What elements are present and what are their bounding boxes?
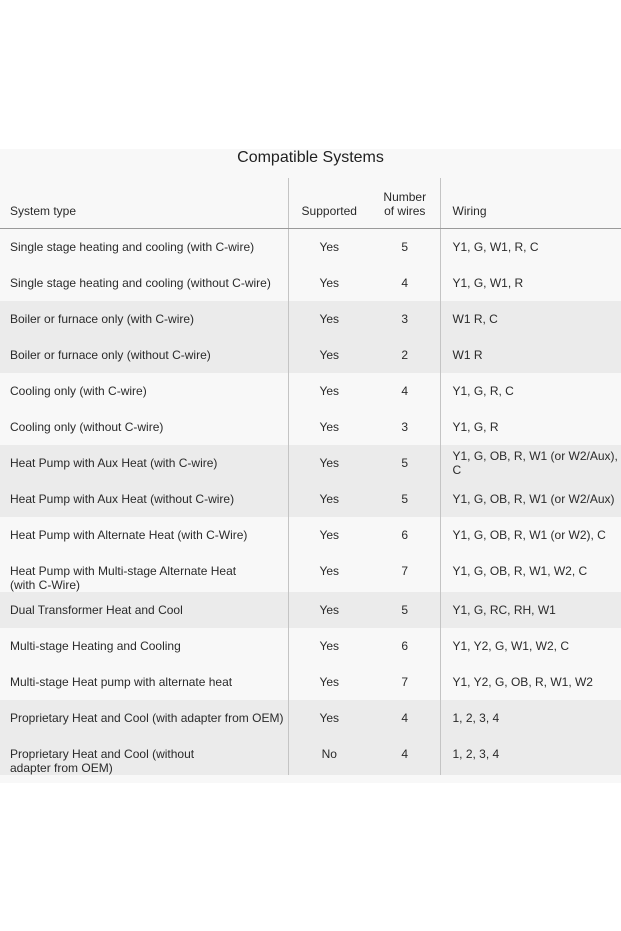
cell-wires: 4 — [370, 265, 440, 301]
table-row — [0, 664, 621, 700]
table-row — [0, 409, 621, 445]
table-row — [0, 592, 621, 628]
cell-supported: Yes — [288, 301, 370, 337]
cell-system-type: Single stage heating and cooling (without C-wire) — [0, 265, 288, 301]
cell-wires: 6 — [370, 628, 440, 664]
table-row — [0, 481, 621, 517]
cell-wiring: W1 R, C — [440, 301, 621, 337]
table-row — [0, 229, 621, 266]
cell-system-type: Heat Pump with Alternate Heat (with C-Wire) — [0, 517, 288, 553]
table-row — [0, 373, 621, 409]
table-title: Compatible Systems — [237, 149, 384, 166]
table-row — [0, 445, 621, 481]
table-row — [0, 517, 621, 553]
cell-wires: 5 — [370, 592, 440, 628]
cell-wiring: Y1, G, RC, RH, W1 — [440, 592, 621, 628]
cell-wires: 6 — [370, 517, 440, 553]
cell-supported: Yes — [288, 553, 370, 592]
table-row — [0, 736, 621, 775]
cell-system-type: Cooling only (without C-wire) — [0, 409, 288, 445]
cell-wires: 5 — [370, 229, 440, 266]
cell-wiring: Y1, G, W1, R, C — [440, 229, 621, 266]
cell-wiring: 1, 2, 3, 4 — [440, 700, 621, 736]
cell-wiring: Y1, G, W1, R — [440, 265, 621, 301]
cell-system-type — [0, 736, 288, 775]
header-system-type: System type — [0, 178, 288, 229]
cell-supported: Yes — [288, 517, 370, 553]
header-number-line1: Number — [383, 190, 427, 204]
cell-supported: No — [288, 736, 370, 775]
cell-system-type-line1: Heat Pump with Multi-stage Alternate Heat — [10, 564, 237, 578]
cell-supported: Yes — [288, 592, 370, 628]
cell-supported: Yes — [288, 481, 370, 517]
cell-supported: Yes — [288, 373, 370, 409]
cell-system-type: Cooling only (with C-wire) — [0, 373, 288, 409]
cell-system-type: Proprietary Heat and Cool (with adapter from OEM) — [0, 700, 288, 736]
cell-supported: Yes — [288, 337, 370, 373]
cell-system-type: Single stage heating and cooling (with C-wire) — [0, 229, 288, 266]
cell-system-type-line2: adapter from OEM) — [10, 761, 113, 775]
cell-supported: Yes — [288, 664, 370, 700]
cell-wires: 5 — [370, 445, 440, 481]
cell-wires: 7 — [370, 664, 440, 700]
cell-wires: 4 — [370, 736, 440, 775]
cell-supported: Yes — [288, 265, 370, 301]
header-row — [0, 178, 621, 229]
cell-wiring: Y1, G, OB, R, W1 (or W2/Aux) — [440, 481, 621, 517]
table-row — [0, 628, 621, 664]
cell-system-type: Boiler or furnace only (without C-wire) — [0, 337, 288, 373]
cell-system-type: Dual Transformer Heat and Cool — [0, 592, 288, 628]
cell-wires: 7 — [370, 553, 440, 592]
cell-system-type: Heat Pump with Aux Heat (without C-wire) — [0, 481, 288, 517]
cell-supported: Yes — [288, 229, 370, 266]
cell-wires: 4 — [370, 700, 440, 736]
cell-wiring: Y1, G, OB, R, W1 (or W2/Aux), C — [440, 445, 621, 481]
header-supported: Supported — [288, 178, 370, 229]
cell-system-type-line2: (with C-Wire) — [10, 578, 80, 592]
header-number-line2: of wires — [384, 204, 426, 218]
header-wiring: Wiring — [440, 178, 621, 229]
cell-wiring: Y1, G, OB, R, W1, W2, C — [440, 553, 621, 592]
table-row — [0, 337, 621, 373]
cell-wiring: Y1, Y2, G, OB, R, W1, W2 — [440, 664, 621, 700]
cell-system-type: Multi-stage Heating and Cooling — [0, 628, 288, 664]
cell-wires: 3 — [370, 409, 440, 445]
cell-system-type: Multi-stage Heat pump with alternate heat — [0, 664, 288, 700]
cell-supported: Yes — [288, 409, 370, 445]
cell-system-type-line1: Proprietary Heat and Cool (without — [10, 747, 195, 761]
table-row — [0, 301, 621, 337]
cell-system-type: Boiler or furnace only (with C-wire) — [0, 301, 288, 337]
table-row — [0, 553, 621, 592]
cell-system-type — [0, 553, 288, 592]
cell-wiring: Y1, Y2, G, W1, W2, C — [440, 628, 621, 664]
cell-wires: 3 — [370, 301, 440, 337]
table-row — [0, 700, 621, 736]
cell-wiring: Y1, G, OB, R, W1 (or W2), C — [440, 517, 621, 553]
compatible-systems-table — [0, 178, 621, 775]
cell-wiring: Y1, G, R — [440, 409, 621, 445]
cell-wires: 2 — [370, 337, 440, 373]
cell-system-type: Heat Pump with Aux Heat (with C-wire) — [0, 445, 288, 481]
cell-supported: Yes — [288, 700, 370, 736]
cell-wires: 5 — [370, 481, 440, 517]
cell-wiring: W1 R — [440, 337, 621, 373]
table-row — [0, 265, 621, 301]
cell-wiring: 1, 2, 3, 4 — [440, 736, 621, 775]
cell-supported: Yes — [288, 445, 370, 481]
cell-supported: Yes — [288, 628, 370, 664]
header-number-of-wires — [370, 178, 440, 229]
cell-wiring: Y1, G, R, C — [440, 373, 621, 409]
cell-wires: 4 — [370, 373, 440, 409]
